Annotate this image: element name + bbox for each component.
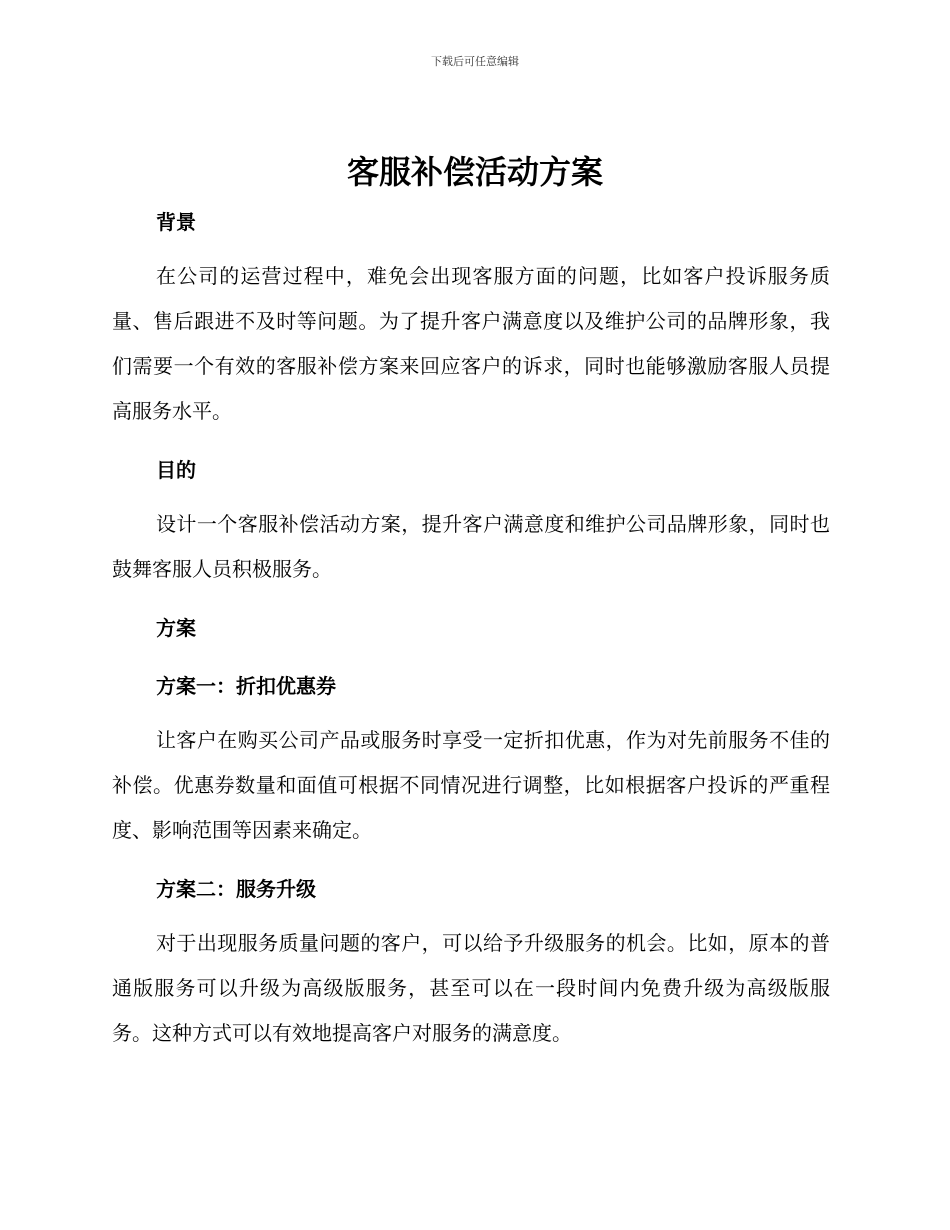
section-heading-plan-one: 方案一：折扣优惠券 — [156, 674, 336, 698]
section-heading-plan: 方案 — [156, 616, 196, 640]
section-body-plan-two: 对于出现服务质量问题的客户，可以给予升级服务的机会。比如，原本的普通版服务可以升级为高级版服务，甚至可以在一段时间内免费升级为高级版服务。这种方式可以有效地提高客户对服务的满意度。 — [112, 931, 830, 1045]
document-title: 客服补偿活动方案 — [346, 153, 603, 191]
document-body — [112, 200, 830, 1056]
section-heading-plan-two: 方案二：服务升级 — [156, 877, 316, 901]
section-heading-background: 背景 — [156, 210, 196, 234]
page-header-note: 下载后可任意编辑 — [431, 55, 519, 68]
section-body-purpose: 设计一个客服补偿活动方案，提升客户满意度和维护公司品牌形象，同时也鼓舞客服人员积极服务。 — [112, 512, 830, 581]
section-body-plan-one: 让客户在购买公司产品或服务时享受一定折扣优惠，作为对先前服务不佳的补偿。优惠券数量和面值可根据不同情况进行调整，比如根据客户投诉的严重程度、影响范围等因素来确定。 — [112, 728, 830, 842]
section-heading-purpose: 目的 — [156, 458, 196, 482]
section-body-background: 在公司的运营过程中，难免会出现客服方面的问题，比如客户投诉服务质量、售后跟进不及时等问题。为了提升客户满意度以及维护公司的品牌形象，我们需要一个有效的客服补偿方案来回应客户的诉求，同时也能够激励客服人员提高服务水平。 — [112, 264, 830, 423]
